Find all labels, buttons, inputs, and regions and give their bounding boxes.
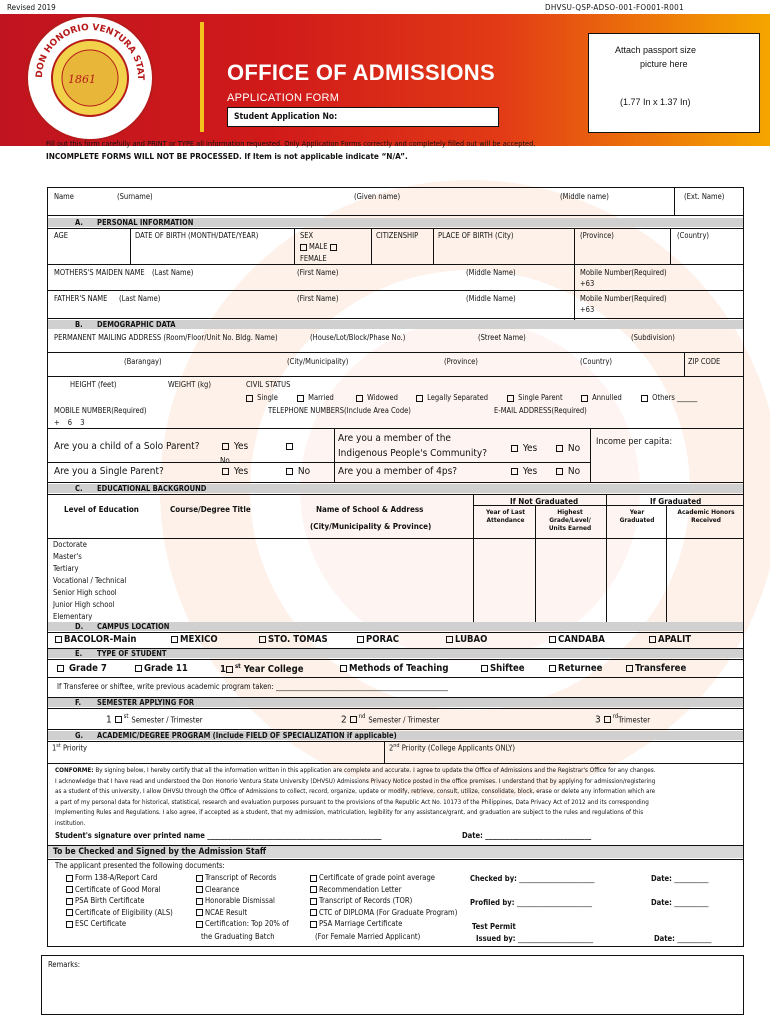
type-transferee[interactable]: Transferee xyxy=(626,663,686,674)
course-header: Course/Degree Title xyxy=(170,505,251,514)
father-first-label: (First Name) xyxy=(297,294,339,303)
type-first-year[interactable]: 1 $^{st}$ Year College xyxy=(220,663,304,676)
subdivision-label: (Subdivision) xyxy=(631,333,675,342)
given-name-label: (Given name) xyxy=(354,192,401,201)
mother-mobile-prefix: +63 xyxy=(580,279,595,288)
male-option[interactable]: MALE xyxy=(300,242,339,251)
semester-first[interactable]: 1 $^{st}$ Semester / Trimester xyxy=(106,713,203,726)
city-label: (City/Municipality) xyxy=(287,357,349,366)
document-checkbox[interactable]: Transcript of Records xyxy=(196,872,289,884)
if-graduated-header: If Graduated xyxy=(650,497,702,506)
ext-name-label: (Ext. Name) xyxy=(684,192,725,201)
section-b-header: B. DEMOGRAPHIC DATA xyxy=(48,320,743,329)
solo-child-no-label: No xyxy=(220,456,230,465)
civil-annulled[interactable]: Annulled xyxy=(581,393,622,402)
zip-label: ZIP CODE xyxy=(688,357,721,366)
checked-date[interactable]: Date: __________ xyxy=(651,874,709,883)
education-level-row: Vocational / Technical xyxy=(53,576,127,585)
section-d-header: D. CAMPUS LOCATION xyxy=(48,622,743,631)
indigenous-yes[interactable]: Yes xyxy=(511,443,537,454)
section-a-header: A. PERSONAL INFORMATION xyxy=(48,218,743,227)
year-last-attendance: Year of Last Attendance xyxy=(485,508,525,524)
civil-widowed[interactable]: Widowed xyxy=(356,393,398,402)
checked-by[interactable]: Checked by: ______________________ xyxy=(470,874,595,883)
type-returnee[interactable]: Returnee xyxy=(549,663,602,674)
not-graduated-header: If Not Graduated xyxy=(510,497,579,506)
page-subtitle: APPLICATION FORM xyxy=(227,92,340,104)
campus-option[interactable]: BACOLOR-Main xyxy=(55,634,136,645)
email-label: E-MAIL ADDRESS(Required) xyxy=(494,406,587,415)
civil-married[interactable]: Married xyxy=(297,393,334,402)
indigenous-question-line1: Are you a member of the xyxy=(338,433,451,444)
single-parent-no[interactable]: No xyxy=(286,466,310,477)
campus-option[interactable]: PORAC xyxy=(357,634,399,645)
type-shiftee[interactable]: Shiftee xyxy=(481,663,525,674)
section-c-header: C. EDUCATIONAL BACKGROUND xyxy=(48,484,743,493)
pob-label: PLACE OF BIRTH (City) xyxy=(438,231,514,240)
education-level-row: Elementary xyxy=(53,612,93,621)
barangay-label: (Barangay) xyxy=(124,357,162,366)
document-checkbox[interactable]: NCAE Result xyxy=(196,907,289,919)
page-title: OFFICE OF ADMISSIONS xyxy=(227,60,495,85)
mother-middle-label: (Middle Name) xyxy=(466,268,516,277)
solo-parent-child-question: Are you a child of a Solo Parent? xyxy=(54,441,200,452)
document-checkbox[interactable]: CTC of DIPLOMA (For Graduate Program) xyxy=(310,907,457,919)
remarks-box[interactable] xyxy=(41,955,744,1015)
application-no-field[interactable] xyxy=(227,107,499,127)
transferee-note: If Transferee or shiftee, write previous academic program taken: ___________________________________________________ xyxy=(57,682,448,691)
indigenous-question-line2: Indigenous People's Community? xyxy=(338,448,487,459)
campus-option[interactable]: MEXICO xyxy=(171,634,218,645)
document-checkbox[interactable]: Recommendation Letter xyxy=(310,884,457,896)
documents-column-3 xyxy=(310,872,457,930)
education-level-row: Junior High school xyxy=(53,600,115,609)
semester-second[interactable]: 2 $^{nd}$ Semester / Trimester xyxy=(341,713,440,726)
document-checkbox[interactable]: ESC Certificate xyxy=(66,918,173,930)
campus-option[interactable]: LUBAO xyxy=(446,634,487,645)
female-option: FEMALE xyxy=(300,254,327,263)
school-header: Name of School & Address xyxy=(316,505,424,514)
document-checkbox[interactable]: Certification: Top 20% of xyxy=(196,918,289,930)
education-levels xyxy=(53,539,126,623)
instructions-line2: INCOMPLETE FORMS WILL NOT BE PROCESSED. If Item is not applicable indicate “N/A”. xyxy=(46,151,408,161)
highest-grade: Highest Grade/Level/ Units Earned xyxy=(548,508,592,532)
revised-label: Revised 2019 xyxy=(7,3,56,12)
school-city-header: (City/Municipality & Province) xyxy=(310,522,432,531)
campus-option[interactable]: STO. TOMAS xyxy=(259,634,328,645)
civil-status-label: CIVIL STATUS xyxy=(246,380,291,389)
citizenship-label: CITIZENSHIP xyxy=(376,231,419,240)
single-parent-yes[interactable]: Yes xyxy=(222,466,248,477)
header-divider xyxy=(200,22,204,132)
section-g-header: G. ACADEMIC/DEGREE PROGRAM (Include FIELD OF SPECIALIZATION if applicable) xyxy=(48,731,743,740)
province-label: (Province) xyxy=(444,357,478,366)
section-e-header: E. TYPE OF STUDENT xyxy=(48,649,743,658)
fourps-question: Are you a member of 4ps? xyxy=(338,466,458,477)
father-mobile-prefix: +63 xyxy=(580,305,595,314)
surname-label: (Surname) xyxy=(117,192,153,201)
civil-single-parent[interactable]: Single Parent xyxy=(507,393,563,402)
university-seal xyxy=(26,15,154,141)
mother-mobile-label: Mobile Number(Required) xyxy=(580,268,667,277)
telephone-label: TELEPHONE NUMBERS(Include Area Code) xyxy=(268,406,411,415)
document-checkbox[interactable]: Certificate of grade point average xyxy=(310,872,457,884)
country-label: (Country) xyxy=(580,357,613,366)
photo-box[interactable] xyxy=(588,33,760,133)
height-label: HEIGHT (feet) xyxy=(70,380,117,389)
document-checkbox[interactable]: Certificate of Good Moral xyxy=(66,884,173,896)
education-level-row: Master's xyxy=(53,552,82,561)
profiled-date[interactable]: Date: __________ xyxy=(651,898,709,907)
photo-line2: picture here xyxy=(640,59,688,69)
father-middle-label: (Middle Name) xyxy=(466,294,516,303)
check-intro: The applicant presented the following documents: xyxy=(55,861,225,870)
sex-label: SEX xyxy=(300,231,314,240)
father-label: FATHER'S NAME xyxy=(54,294,108,303)
admission-check-header: To be Checked and Signed by the Admission Staff xyxy=(48,846,743,858)
dob-label: DATE OF BIRTH (MONTH/DATE/YEAR) xyxy=(135,231,259,240)
seal-text: DON HONORIO VENTURA STAT xyxy=(34,22,146,81)
middle-name-label: (Middle name) xyxy=(560,192,609,201)
conforme-text: CONFORME: By signing below, I hereby certify that all the information written in this application are complete and accurate. I agree to update the Office of Admissions and the Registrar's Office for any changes. I acknowledge that I have read and understood the Don Honorio Ventura State University (DHVSU) Admissions Privacy Notice posted in the office premises. I understand that by applying for admission/registering as a student of this university, I allow DHVSU through the Office of Admissions to collect, record, organize, update or modify, retrieve, consult, utilize, consolidate, block, erase or delete any information which are a part of my personal data for historical, statistical, research and evaluation purposes pursuant to the provisions of the Republic Act No. 10173 of the Philippines, Data Privacy Act of 2012 and its corresponding Implementing Rules and Regulations. I also agree, if accepted as a student, that my admission, matriculation, legibility for any assistance/grant, and graduation are subject to the rules and regulations of this institution. xyxy=(55,767,656,827)
civil-single[interactable]: Single xyxy=(246,393,278,402)
street-label: (Street Name) xyxy=(478,333,526,342)
semester-third[interactable]: 3 $^{rd}$Trimester xyxy=(595,713,651,726)
civil-others[interactable]: Others ______ xyxy=(641,393,697,402)
photo-size: (1.77 In x 1.37 In) xyxy=(620,97,691,107)
indigenous-no[interactable]: No xyxy=(556,443,580,454)
col2-extra: the Graduating Batch xyxy=(201,932,275,941)
document-checkbox[interactable]: Certificate of Eligibility (ALS) xyxy=(66,907,173,919)
campus-option[interactable]: CANDABA xyxy=(549,634,605,645)
signature-date[interactable]: Date: _______________________________ xyxy=(462,831,592,840)
form-code: DHVSU-QSP-ADSO-001-FO001-R001 xyxy=(545,3,684,12)
year-graduated: Year Graduated xyxy=(619,508,655,524)
document-checkbox[interactable]: Transcript of Records (TOR) xyxy=(310,895,457,907)
priority-first: 1st Priority xyxy=(52,743,87,753)
pob-province-label: (Province) xyxy=(580,231,614,240)
name-label: Name xyxy=(54,192,74,201)
single-parent-question: Are you a Single Parent? xyxy=(54,466,164,477)
section-f-header: F. SEMESTER APPLYING FOR xyxy=(48,698,743,707)
father-mobile-label: Mobile Number(Required) xyxy=(580,294,667,303)
profiled-by[interactable]: Profiled by: ______________________ xyxy=(470,898,592,907)
instructions-line1: Fill out this form carefully and PRINT or TYPE all information requested. Only Application Forms correctly and completely filled out will be accepted. xyxy=(46,139,536,148)
test-permit-label: Test Permit xyxy=(472,922,516,931)
application-no-label: Student Application No: xyxy=(234,112,338,122)
education-level-row: Senior High school xyxy=(53,588,117,597)
solo-child-no[interactable] xyxy=(286,441,295,452)
campus-option[interactable]: APALIT xyxy=(649,634,691,645)
education-level-row: Tertiary xyxy=(53,564,79,573)
age-label: AGE xyxy=(54,231,68,240)
civil-legally-separated[interactable]: Legally Separated xyxy=(416,393,488,402)
document-checkbox[interactable]: PSA Marriage Certificate xyxy=(310,918,457,930)
type-grade11[interactable]: Grade 11 xyxy=(135,663,188,674)
education-level-row: Doctorate xyxy=(53,540,87,549)
address-label: PERMANENT MAILING ADDRESS (Room/Floor/Unit No. Bldg. Name) xyxy=(54,333,278,342)
fourps-yes[interactable]: Yes xyxy=(511,466,537,477)
academic-honors: Academic Honors Received xyxy=(677,508,735,524)
signature-line[interactable]: Student's signature over printed name ___________________________________________________ xyxy=(55,831,382,840)
documents-column-2 xyxy=(196,872,289,930)
issued-by[interactable]: Issued by: ______________________ xyxy=(476,934,594,943)
level-header: Level of Education xyxy=(64,505,139,514)
mother-last-label: (Last Name) xyxy=(152,268,194,277)
remarks-label: Remarks: xyxy=(48,960,81,969)
mother-first-label: (First Name) xyxy=(297,268,339,277)
document-checkbox[interactable]: Form 138-A/Report Card xyxy=(66,872,173,884)
fourps-no[interactable]: No xyxy=(556,466,580,477)
photo-line1: Attach passport size xyxy=(615,45,697,55)
issued-date[interactable]: Date: __________ xyxy=(654,934,712,943)
seal-year: 1861 xyxy=(68,73,96,86)
pob-country-label: (Country) xyxy=(677,231,710,240)
income-label: Income per capita: xyxy=(596,437,673,447)
mobile-label: MOBILE NUMBER(Required) xyxy=(54,406,147,415)
weight-label: WEIGHT (kg) xyxy=(168,380,211,389)
priority-second: 2nd Priority (College Applicants ONLY) xyxy=(389,743,516,753)
document-checkbox[interactable]: Honorable Dismissal xyxy=(196,895,289,907)
father-last-label: (Last Name) xyxy=(119,294,161,303)
document-checkbox[interactable]: Clearance xyxy=(196,884,289,896)
documents-column-1 xyxy=(66,872,173,930)
type-grade7[interactable]: Grade 7 xyxy=(57,663,107,674)
mobile-prefix: + 6 3 xyxy=(54,418,88,427)
house-label: (House/Lot/Block/Phase No.) xyxy=(310,333,406,342)
type-methods-teaching[interactable]: Methods of Teaching xyxy=(340,663,449,674)
col3-extra: (For Female Married Applicant) xyxy=(315,932,421,941)
solo-child-yes[interactable]: Yes xyxy=(222,441,248,452)
document-checkbox[interactable]: PSA Birth Certificate xyxy=(66,895,173,907)
mother-label: MOTHERS'S MAIDEN NAME xyxy=(54,268,145,277)
